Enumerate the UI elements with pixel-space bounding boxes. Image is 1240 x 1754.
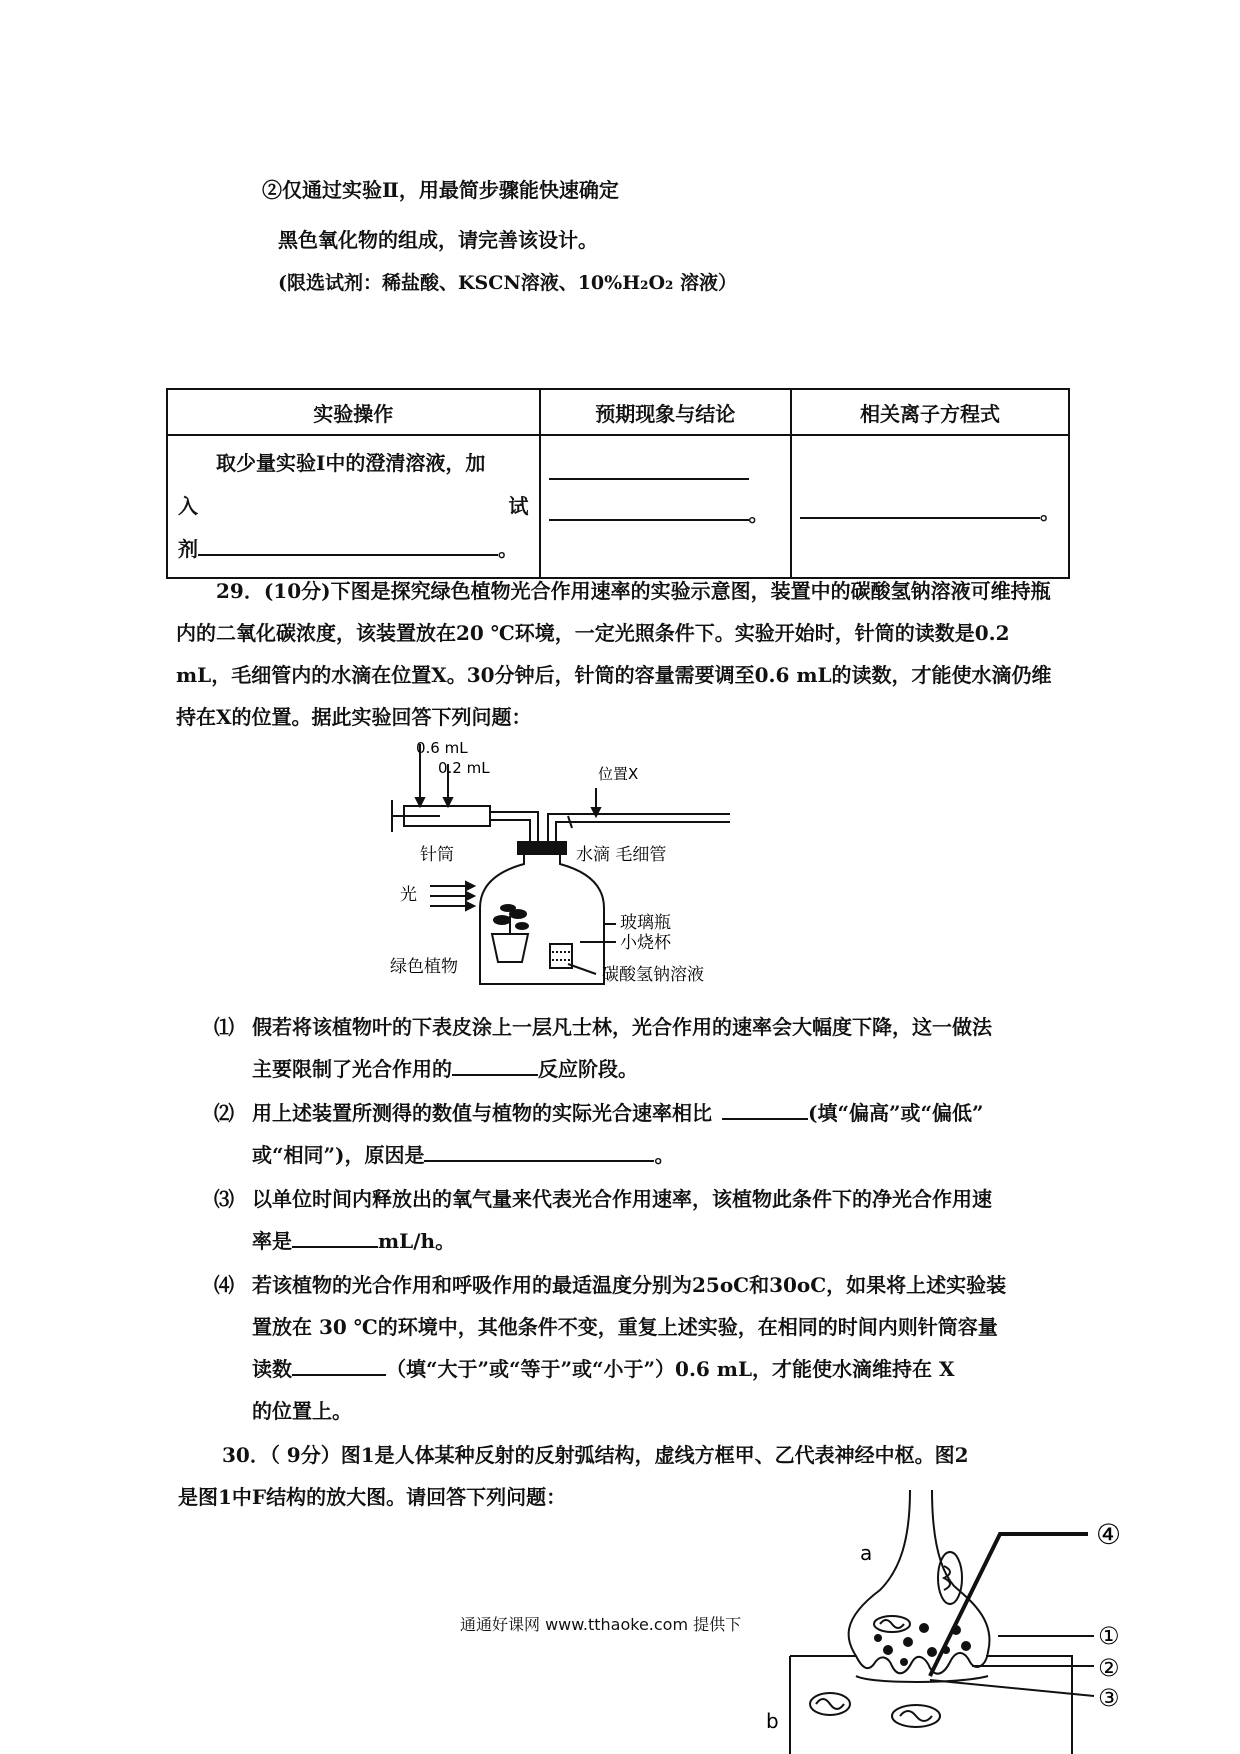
phenomenon-blank-2[interactable] bbox=[549, 501, 749, 521]
synapse-figure bbox=[760, 1490, 1180, 1754]
q29-intro: 29．(10分)下图是探究绿色植物光合作用速率的实验示意图，装置中的碳酸氢钠溶液可维持瓶内的二氧化碳浓度，该装置放在20 ℃环境，一定光照条件下。实验开始时，针筒的读数是0.2 mL，毛细管内的水滴在位置X。30分钟后，针筒的容量需要调至0.6 mL的读数，才能使水滴仍维持在X的位置。据此实验回答下列问题： bbox=[176, 579, 1052, 729]
header-operation: 实验操作 bbox=[167, 389, 540, 435]
op-line-1: 取少量实验Ⅰ中的澄清溶液，加 bbox=[216, 451, 486, 475]
reagent-blank[interactable] bbox=[198, 536, 498, 556]
label-a: a bbox=[860, 1541, 873, 1565]
label-02ml: 0.2 mL bbox=[438, 759, 490, 778]
label-light: 光 bbox=[400, 885, 417, 905]
operation-cell bbox=[167, 435, 540, 578]
top-line-1: ②仅通过实验Ⅱ，用最简步骤能快速确定 bbox=[262, 178, 619, 202]
q30-line-1: 30．（ 9分）图1是人体某种反射的反射弧结构，虚线方框甲、乙代表神经中枢。图2 bbox=[222, 1443, 969, 1467]
phenomenon-cell: 。 bbox=[540, 435, 791, 578]
label-4: ④ bbox=[1096, 1518, 1122, 1551]
q29-sub3: ⑶ 以单位时间内释放出的氧气量来代表光合作用速率，该植物此条件下的净光合作用速 率是 mL/h。 bbox=[214, 1187, 992, 1253]
label-1: ① bbox=[1098, 1622, 1120, 1650]
photosynthesis-apparatus-figure bbox=[390, 738, 760, 988]
stopper bbox=[518, 842, 566, 854]
top-line-2: 黑色氧化物的组成，请完善该设计。 bbox=[278, 228, 598, 252]
q29-sub2: ⑵ 用上述装置所测得的数值与植物的实际光合速率相比 (填“偏高”或“偏低” 或“相同”)，原因是 。 bbox=[214, 1101, 984, 1167]
equation-blank[interactable] bbox=[800, 499, 1040, 519]
label-green-plant: 绿色植物 bbox=[390, 957, 458, 977]
label-small-beaker: 小烧杯 bbox=[620, 933, 671, 953]
reaction-stage-blank[interactable] bbox=[452, 1056, 538, 1076]
reading-blank[interactable] bbox=[292, 1356, 386, 1376]
leader-4 bbox=[930, 1534, 1088, 1676]
rate-blank[interactable] bbox=[292, 1228, 378, 1248]
q29-sub1: ⑴ 假若将该植物叶的下表皮涂上一层凡士林，光合作用的速率会大幅度下降，这一做法 主要限制了光合作用的 反应阶段。 bbox=[214, 1015, 992, 1081]
label-position-x: 位置X bbox=[598, 765, 639, 784]
equation-cell: 。 bbox=[791, 435, 1069, 578]
footer-watermark: 通通好课网 www.tthaoke.com 提供下 bbox=[460, 1615, 742, 1634]
q30-line-2: 是图1中F结构的放大图。请回答下列问题： bbox=[178, 1485, 567, 1509]
leader-3 bbox=[930, 1680, 1094, 1696]
top-line-3: (限选试剂：稀盐酸、KSCN溶液、10%H₂O₂ 溶液） bbox=[278, 272, 737, 294]
header-phenomenon: 预期现象与结论 bbox=[540, 389, 791, 435]
mitochondrion-top bbox=[938, 1552, 962, 1604]
comparison-blank[interactable] bbox=[722, 1100, 808, 1120]
label-syringe: 针筒 bbox=[420, 845, 454, 865]
label-06ml: 0.6 mL bbox=[416, 739, 468, 758]
label-3: ③ bbox=[1098, 1684, 1120, 1712]
plant-pot bbox=[492, 934, 528, 962]
op-line-3: 剂 。 bbox=[178, 537, 518, 561]
label-2: ② bbox=[1098, 1654, 1120, 1682]
q29-sub4: ⑷ 若该植物的光合作用和呼吸作用的最适温度分别为25oC和30oC，如果将上述实验装 置放在 30 ℃的环境中，其他条件不变，重复上述实验，在相同的时间内则针筒容量 读数 （填“大于”或“等于”或“小于”）0.6 mL，才能使水滴维持在 X 的位置上。 bbox=[214, 1273, 1007, 1423]
label-drop-capillary: 水滴 毛细管 bbox=[576, 845, 667, 865]
op-line-2: 入 试 bbox=[178, 494, 529, 518]
phenomenon-blank-1[interactable] bbox=[549, 456, 749, 480]
label-glass-bottle: 玻璃瓶 bbox=[620, 913, 671, 933]
label-bicarbonate-solution: 碳酸氢钠溶液 bbox=[602, 965, 704, 985]
reason-blank[interactable] bbox=[424, 1142, 654, 1162]
header-equation: 相关离子方程式 bbox=[791, 389, 1069, 435]
experiment-table bbox=[166, 388, 1070, 579]
label-b: b bbox=[766, 1709, 779, 1733]
